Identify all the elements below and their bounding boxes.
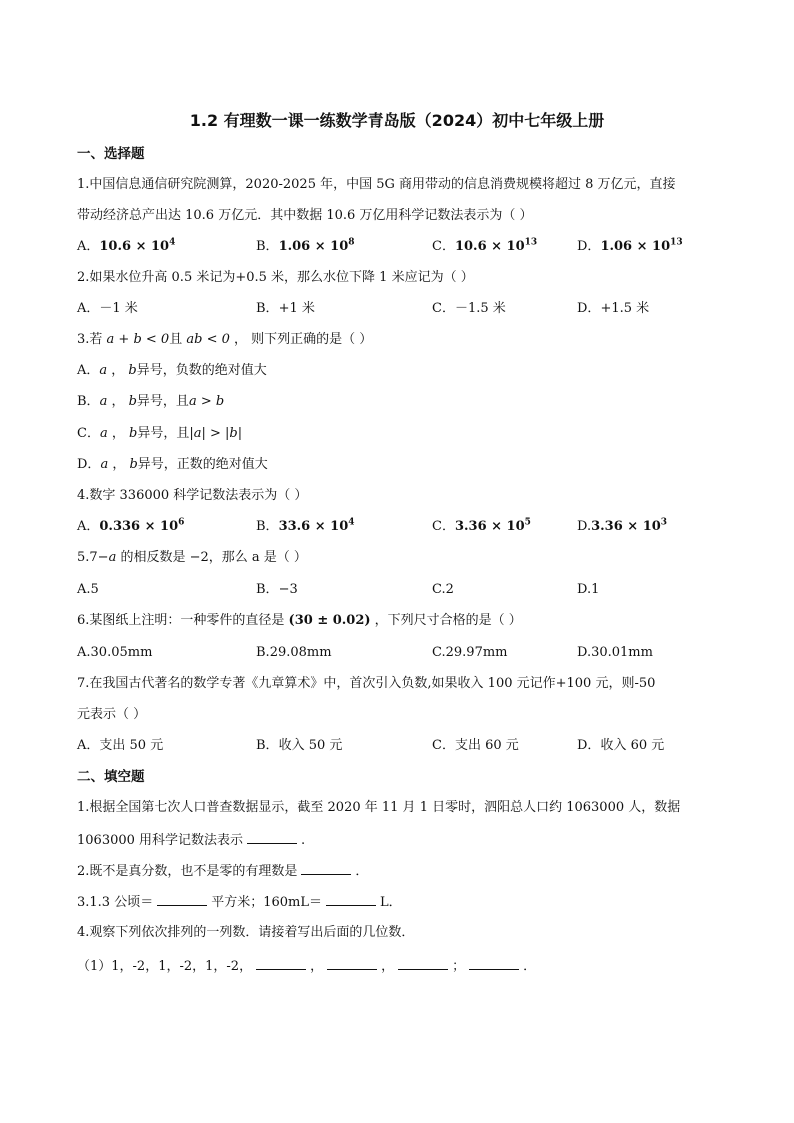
option-b: B．收入 50 元: [256, 738, 343, 753]
option-c: C．$10.6 \times 10^{13}$: [432, 237, 538, 254]
q1-text-2: 带动经济总产出达 10.6 万亿元．其中数据 10.6 万亿用科学记数法表示为（ ）: [77, 208, 533, 223]
f2-text: 2.既不是真分数，也不是零的有理数是 ．: [77, 864, 369, 879]
section-heading-choice: 一、选择题: [77, 146, 145, 162]
q3-text: 3.若 a + b < 0且 ab < 0 ， 则下列正确的是（ ）: [77, 332, 373, 347]
option-a: A．$0.336 \times 10^6$: [77, 517, 185, 534]
answer-blank[interactable]: [326, 893, 376, 906]
option-a: A．$10.6 \times 10^4$: [77, 237, 176, 254]
q3-option-d: D．a ， b异号，正数的绝对值大: [77, 457, 268, 472]
option-d: D．$1.06 \times 10^{13}$: [577, 237, 683, 254]
q3-option-b: B．a ， b异号，且a > b: [77, 394, 225, 409]
option-c: C．$3.36 \times 10^5$: [432, 517, 531, 534]
answer-blank[interactable]: [301, 862, 351, 875]
option-c: C.29.97mm: [432, 645, 508, 660]
q7-text-2: 元表示（ ）: [77, 707, 147, 722]
option-b: B.29.08mm: [256, 645, 332, 660]
section-heading-fill: 二、填空题: [77, 769, 145, 785]
option-d: $D.3.36 \times 10^3$: [577, 517, 668, 534]
answer-blank[interactable]: [256, 957, 306, 970]
option-b: B．$33.6 \times 10^4$: [256, 517, 355, 534]
option-c: C．－1.5 米: [432, 301, 506, 316]
option-d: D．收入 60 元: [577, 738, 665, 753]
q5-text: 5.7−a 的相反数是 −2，那么 a 是（ ）: [77, 550, 307, 565]
option-b: B．+1 米: [256, 301, 315, 316]
answer-blank[interactable]: [247, 831, 297, 844]
answer-blank[interactable]: [327, 957, 377, 970]
q2-text: 2.如果水位升高 0.5 米记为+0.5 米，那么水位下降 1 米应记为（ ）: [77, 270, 474, 285]
option-b: B．$1.06 \times 10^8$: [256, 237, 355, 254]
option-a: A.30.05mm: [77, 645, 153, 660]
option-c: C．支出 60 元: [432, 738, 519, 753]
q3-option-a: A．a ， b异号，负数的绝对值大: [77, 363, 267, 378]
option-a: A．支出 50 元: [77, 738, 164, 753]
page-title: 1.2 有理数一课一练数学青岛版（2024）初中七年级上册: [189, 111, 605, 130]
option-c: C.2: [432, 582, 454, 597]
q1-text: 1.中国信息通信研究院测算，2020-2025 年，中国 5G 商用带动的信息消费规模将超过 8 万亿元，直接: [77, 177, 676, 192]
option-a: A.5: [77, 582, 99, 597]
f4-text: 4.观察下列依次排列的一列数．请接着写出后面的几位数．: [77, 925, 415, 940]
f3-text: 3.1.3 公顷＝ 平方米；160mL＝ L．: [77, 895, 402, 910]
q6-text: 6.某图纸上注明：一种零件的直径是 (30 ± 0.02) ，下列尺寸合格的是（ ）: [77, 613, 522, 628]
option-a: A．－1 米: [77, 301, 138, 316]
f1-text-2: 1063000 用科学记数法表示 .: [77, 833, 306, 848]
q3-option-c: C．a ， b异号，且|a| > |b|: [77, 426, 243, 441]
option-d: D.30.01mm: [577, 645, 653, 660]
option-b: B．−3: [256, 582, 298, 597]
option-d: D．+1.5 米: [577, 301, 650, 316]
f1-text: 1.根据全国第七次人口普查数据显示，截至 2020 年 11 月 1 日零时，泗阳总人口约 1063000 人，数据: [77, 800, 681, 815]
answer-blank[interactable]: [398, 957, 448, 970]
q7-text: 7.在我国古代著名的数学专著《九章算术》中，首次引入负数,如果收入 100 元记作+100 元，则-50: [77, 676, 656, 691]
answer-blank[interactable]: [469, 957, 519, 970]
q4-text: 4.数字 336000 科学记数法表示为（ ）: [77, 488, 308, 503]
f4-sub: （1）1，-2，1，-2，1，-2， ， ， ； ．: [77, 959, 537, 974]
answer-blank[interactable]: [157, 893, 207, 906]
option-d: D.1: [577, 582, 600, 597]
